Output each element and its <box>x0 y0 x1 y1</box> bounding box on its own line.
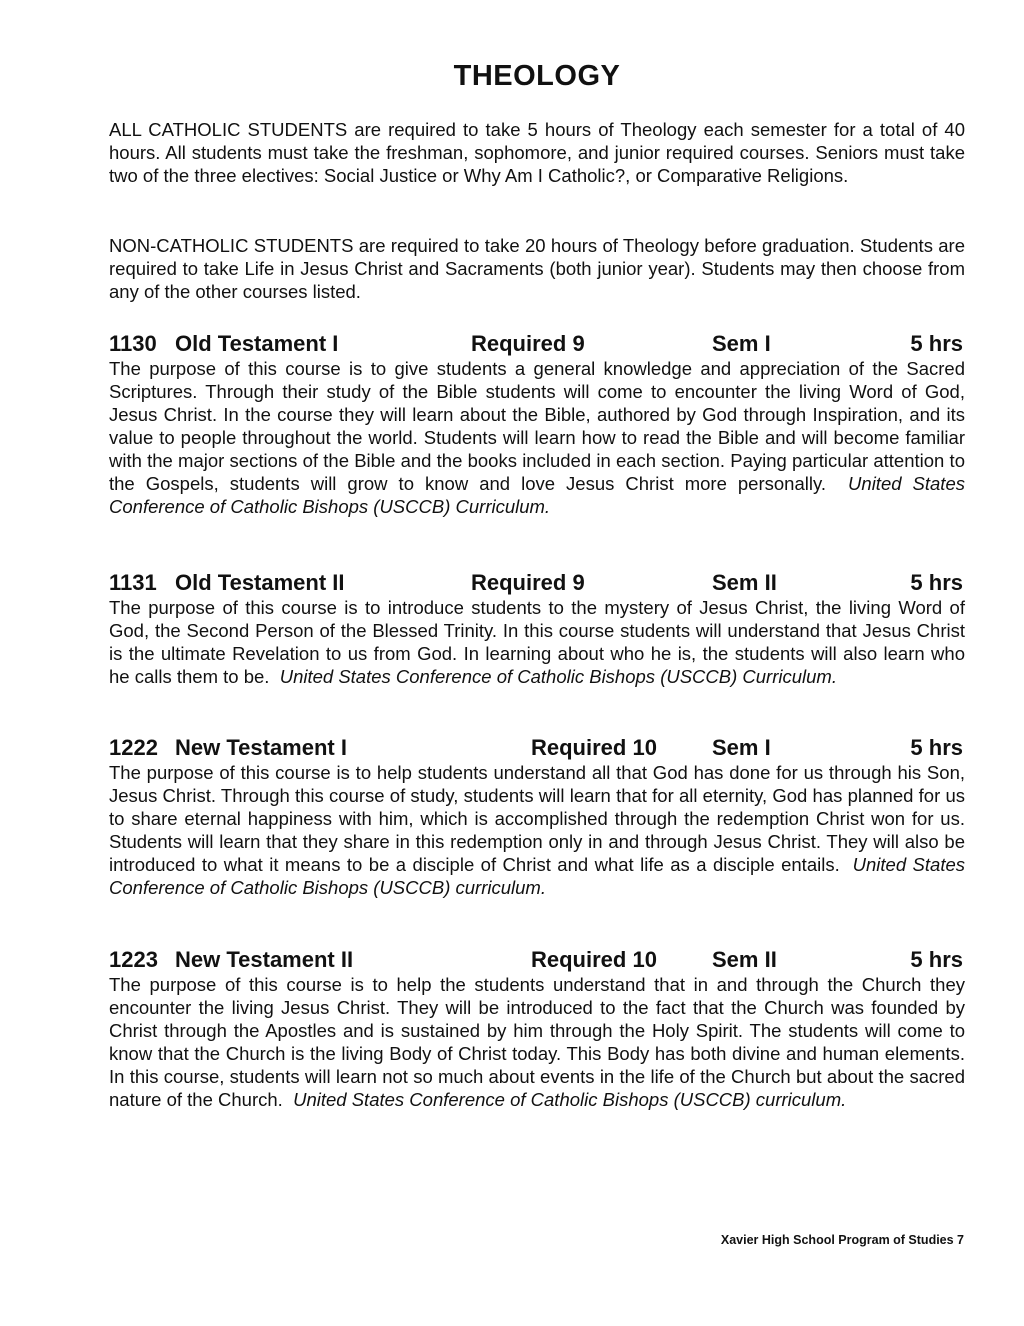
course-header <box>109 570 965 596</box>
intro-non-catholic-paragraph: NON-CATHOLIC STUDENTS are required to take 20 hours of Theology before graduation. Students are required to take Life in Jesus Christ and Sacraments (both junior year). Students may then choose from any of the other courses listed. <box>109 235 965 302</box>
course-semester: Sem II <box>712 570 777 595</box>
course-citation: United States Conference of Catholic Bishops (USCCB) curriculum. <box>109 854 965 898</box>
course-code: 1223 <box>109 947 158 972</box>
course-name: New Testament II <box>175 947 354 972</box>
course-1223 <box>109 947 965 1111</box>
course-semester: Sem I <box>712 735 771 760</box>
page-footer: Xavier High School Program of Studies 7 <box>720 1233 964 1247</box>
course-description: The purpose of this course is to help the students understand that in and through the Church they encounter the living Jesus Christ. They will be introduced to the fact that the Church was founded by Christ through the Apostles and is sustained by him through the Holy Spirit. The students will come to know that the Church is the living Body of Christ today. This Body has both divine and human elements. In this course, students will learn not so much about events in the life of the Church but about the sacred nature of the Church. United States Conference of Catholic Bishops (USCCB) curriculum. <box>109 974 965 1110</box>
course-citation: United States Conference of Catholic Bishops (USCCB) Curriculum. <box>279 666 837 687</box>
intro-catholic-paragraph: ALL CATHOLIC STUDENTS are required to take 5 hours of Theology each semester for a total of 40 hours. All students must take the freshman, sophomore, and junior required courses. Seniors must take two of the three electives: Social Justice or Why Am I Catholic?, or Comparative Religions. <box>109 119 965 186</box>
course-hours: 5 hrs <box>910 947 963 972</box>
course-name: Old Testament I <box>175 331 339 356</box>
course-requirement: Required 10 <box>531 947 657 972</box>
course-description: The purpose of this course is to introduce students to the mystery of Jesus Christ, the living Word of God, the Second Person of the Blessed Trinity. In this course students will understand that Jesus Christ is the ultimate Revelation to us from God. In learning about who he is, the students will also learn who he calls them to be. United States Conference of Catholic Bishops (USCCB) Curriculum. <box>109 597 965 687</box>
course-citation: United States Conference of Catholic Bishops (USCCB) curriculum. <box>293 1089 847 1110</box>
course-semester: Sem II <box>712 947 777 972</box>
course-hours: 5 hrs <box>910 331 963 356</box>
course-name: Old Testament II <box>175 570 345 595</box>
course-header <box>109 947 965 973</box>
course-code: 1131 <box>109 570 157 595</box>
course-code: 1222 <box>109 735 158 760</box>
course-code: 1130 <box>109 331 157 356</box>
course-description: The purpose of this course is to help students understand all that God has done for us through his Son, Jesus Christ. Through this course of study, students will learn that for all eternity, God has planned for us to share eternal happiness with him, which is accomplished through the redemption Christ won for us. Students will learn that they share in this redemption only in and through Jesus Christ. They will also be introduced to what it means to be a disciple of Christ and what life as a disciple entails. United States Conference of Catholic Bishops (USCCB) curriculum. <box>109 762 965 898</box>
course-description: The purpose of this course is to give students a general knowledge and appreciation of the Sacred Scriptures. Through their study of the Bible students will come to encounter the living Word of God, Jesus Christ. In the course they will learn about the Bible, authored by God through Inspiration, and its value to people throughout the world. Students will learn how to read the Bible and will become familiar with the major sections of the Bible and the books included in each section. Paying particular attention to the Gospels, students will grow to know and love Jesus Christ more personally. United States Conference of Catholic Bishops (USCCB) Curriculum. <box>109 358 965 517</box>
course-name: New Testament I <box>175 735 347 760</box>
course-requirement: Required 9 <box>471 331 585 356</box>
course-header <box>109 735 965 761</box>
course-1131 <box>109 570 965 688</box>
course-hours: 5 hrs <box>910 735 963 760</box>
course-requirement: Required 10 <box>531 735 657 760</box>
course-hours: 5 hrs <box>910 570 963 595</box>
course-semester: Sem I <box>712 331 771 356</box>
course-1130 <box>109 331 965 518</box>
course-requirement: Required 9 <box>471 570 585 595</box>
course-1222 <box>109 735 965 899</box>
course-header <box>109 331 965 357</box>
course-citation: United States Conference of Catholic Bishops (USCCB) Curriculum. <box>109 473 965 517</box>
page-title: THEOLOGY <box>453 60 621 92</box>
